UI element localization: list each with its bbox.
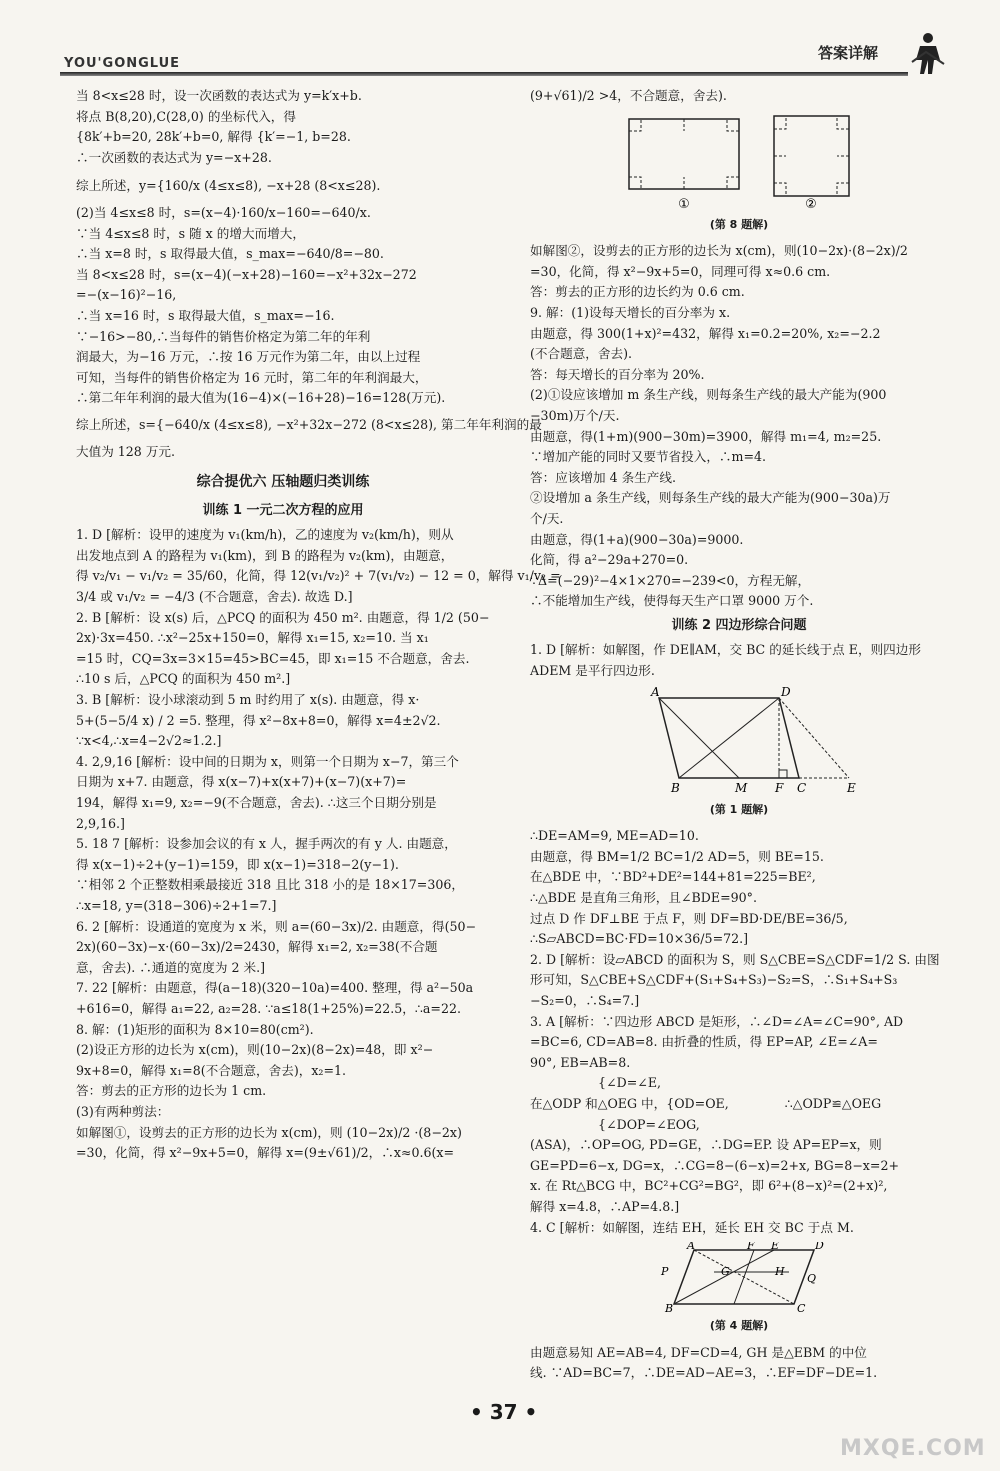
text-line: (2)①设应该增加 m 条生产线，则每条生产线的最大产能为(900 bbox=[530, 387, 887, 403]
text-line: 由题意，得(1+a)(900−30a)=9000. bbox=[530, 531, 744, 547]
answer-line: −S₂=0，∴S₄=7.] bbox=[530, 993, 640, 1008]
text-line: 化简，得 a²−29a+270=0. bbox=[530, 552, 689, 568]
text-line: ∴第二年年利润的最大值为(16−4)×(−16+28)−16=128(万元). bbox=[76, 390, 446, 406]
answer-line: 8. 解：(1)矩形的面积为 8×10=80(cm²). bbox=[76, 1021, 314, 1037]
answer-line: ∴10 s 后，△PCQ 的面积为 450 m².] bbox=[76, 671, 291, 687]
answer-line: {∠DOP=∠EOG, bbox=[530, 1116, 700, 1132]
answer-line: (3)有两种剪法： bbox=[76, 1103, 170, 1119]
answer-line: ∴S▱ABCD=BC·FD=10×36/5=72.] bbox=[530, 931, 749, 947]
point-label: M bbox=[735, 780, 748, 795]
answer-line: 出发地点到 A 的路程为 v₁(km)，到 B 的路程为 v₂(km)，由题意， bbox=[76, 547, 454, 563]
point-label: C bbox=[797, 780, 807, 795]
point-label: P bbox=[661, 1265, 669, 1279]
answer-line: 2x)(60−3x)−x·(60−3x)/2=2430，解得 x₁=2, x₂=38(不合题 bbox=[76, 939, 438, 955]
text-line: 由题意，得(1+m)(900−30m)=3900，解得 m₁=4, m₂=25. bbox=[530, 428, 882, 444]
page-number: • 37 • bbox=[470, 1400, 538, 1424]
point-label: E bbox=[771, 1242, 780, 1253]
text-line: 将点 B(8,20),C(28,0) 的坐标代入，得 bbox=[76, 108, 296, 124]
point-label: G bbox=[721, 1265, 730, 1279]
text-line: ∵Δ=(−29)²−4×1×270=−239<0，方程无解， bbox=[530, 572, 811, 588]
answer-line: ∴DE=AM=9, ME=AD=10. bbox=[530, 828, 699, 844]
answer-line: 2. D [解析：设▱ABCD 的面积为 S，则 S△CBE=S△CDF=1/2 S. 由图 bbox=[530, 951, 940, 967]
brand-logo-text: YOU'GONGLUE bbox=[64, 56, 181, 71]
watermark: MXQE.COM bbox=[840, 1436, 986, 1461]
point-label: F bbox=[747, 1242, 755, 1253]
text-line: 答：应该增加 4 条生产线. bbox=[530, 469, 676, 485]
answer-line: 3. B [解析：设小球滚动到 5 m 时约用了 x(s). 由题意，得 x· bbox=[76, 692, 420, 708]
text-line: −30m)万个/天. bbox=[530, 407, 620, 423]
subsection-title: 训练 2 四边形综合问题 bbox=[671, 617, 807, 633]
answer-line: 形可知，S△CBE+S△CDF+(S₁+S₄+S₃)−S₂=S，∴S₁+S₄+S₃ bbox=[530, 972, 898, 988]
figure-1-parallelogram-diagram bbox=[609, 686, 869, 796]
answer-line: ∵相邻 2 个正整数相乘最接近 318 且比 318 小的是 18×17=306， bbox=[76, 877, 464, 893]
point-label: B bbox=[665, 1302, 674, 1313]
answer-line: 2,9,16.] bbox=[76, 815, 125, 831]
answer-line: (ASA)，∴OP=OG, PD=GE，∴DG=EP. 设 AP=EP=x，则 bbox=[530, 1137, 882, 1153]
text-line: 个/天. bbox=[530, 510, 564, 526]
text-line: 如解图②，设剪去的正方形的边长为 x(cm)，则(10−2x)·(8−2x)/2 bbox=[530, 243, 908, 259]
header-rule bbox=[60, 72, 908, 76]
figure-4-parallelogram-diagram bbox=[639, 1242, 839, 1312]
answer-line: 2x)·3x=450. ∴x²−25x+150=0，解得 x₁=15, x₂=10. 当 x₁ bbox=[76, 630, 429, 646]
answer-line: 4. C [解析：如解图，连结 EH，延长 EH 交 BC 于点 M. bbox=[530, 1219, 854, 1235]
answer-line: 2. B [解析：设 x(s) 后，△PCQ 的面积为 450 m². 由题意，得 1/2 (50− bbox=[76, 609, 490, 625]
answer-line: (2)设正方形的边长为 x(cm)，则(10−2x)(8−2x)=48，即 x²− bbox=[76, 1042, 434, 1058]
text-line: 当 8<x≤28 时，s=(x−4)(−x+28)−160=−x²+32x−272 bbox=[76, 266, 417, 282]
answer-line: x. 在 Rt△BCG 中，BC²+CG²=BG²，即 6²+(8−x)²=(2+x)², bbox=[530, 1178, 888, 1194]
point-label: Q bbox=[807, 1272, 817, 1286]
text-line: (不合题意，舍去). bbox=[530, 346, 632, 362]
figure-caption: (第 1 题解) bbox=[709, 802, 769, 816]
answer-line: 过点 D 作 DF⊥BE 于点 F，则 DF=BD·DE/BE=36/5, bbox=[530, 910, 848, 926]
answer-line: 在△BDE 中，∵BD²+DE²=144+81=225=BE², bbox=[530, 869, 816, 885]
figure-label-2: ② bbox=[805, 196, 817, 211]
answer-line: 3. A [解析：∵四边形 ABCD 是矩形，∴∠D=∠A=∠C=90°, AD bbox=[530, 1013, 904, 1029]
answer-line: 由题意，得 BM=1/2 BC=1/2 AD=5，则 BE=15. bbox=[530, 848, 824, 864]
figure-caption: (第 4 题解) bbox=[709, 1319, 769, 1333]
point-label: F bbox=[775, 780, 784, 795]
text-line: 答：剪去的正方形的边长约为 0.6 cm. bbox=[530, 284, 745, 300]
point-label: D bbox=[815, 1242, 824, 1253]
point-label: C bbox=[797, 1302, 806, 1313]
answer-line: {∠D=∠E, bbox=[530, 1075, 662, 1091]
answer-line: =15 时，CQ=3x=3×15=45>BC=45，即 x₁=15 不合题意，舍去. bbox=[76, 650, 470, 666]
answer-line: 如解图①，设剪去的正方形的边长为 x(cm)，则 (10−2x)/2 ·(8−2x) bbox=[76, 1124, 462, 1140]
answer-line: 6. 2 [解析：设通道的宽度为 x 米，则 a=(60−3x)/2. 由题意，得(50− bbox=[76, 918, 477, 934]
answer-line: 90°, EB=AB=8. bbox=[530, 1054, 631, 1070]
answer-line: 1. D [解析：如解图，作 DE∥AM，交 BC 的延长线于点 E，则四边形 bbox=[530, 642, 921, 658]
right-column bbox=[530, 86, 948, 1384]
page-header bbox=[0, 0, 1000, 80]
text-line: ∵增加产能的同时又要节省投入，∴m=4. bbox=[530, 449, 767, 465]
header-title: 答案详解 bbox=[818, 44, 879, 62]
answer-line: 答：剪去的正方形的边长为 1 cm. bbox=[76, 1083, 267, 1099]
text-line: 9. 解：(1)设每天增长的百分率为 x. bbox=[530, 304, 731, 320]
text-line: 综上所述，y={160/x (4≤x≤8), −x+28 (8<x≤28). bbox=[76, 178, 381, 194]
answer-line: 线. ∵AD=BC=7，∴DE=AD−AE=3，∴EF=DF−DE=1. bbox=[530, 1365, 878, 1381]
figure-8-diagram bbox=[589, 111, 889, 211]
answer-line: =30，化简，得 x²−9x+5=0，解得 x=(9±√61)/2，∴x≈0.6(x= bbox=[76, 1145, 455, 1161]
point-label: D bbox=[781, 685, 791, 699]
section-title: 综合提优六 压轴题归类训练 bbox=[196, 474, 370, 491]
point-label: A bbox=[651, 685, 660, 699]
text-line: =−(x−16)²−16, bbox=[76, 287, 177, 303]
answer-line: ADEM 是平行四边形. bbox=[530, 663, 655, 679]
answer-line: 4. 2,9,16 [解析：设中间的日期为 x，则第一个日期为 x−7，第三个 bbox=[76, 753, 459, 769]
answer-line: 3/4 或 v₁/v₂ = −4/3 (不合题意，舍去). 故选 D.] bbox=[76, 589, 353, 605]
answer-line: 得 x(x−1)÷2+(y−1)=159，即 x(x−1)=318−2(y−1). bbox=[76, 856, 399, 872]
answer-line: 7. 22 [解析：由题意，得(a−18)(320−10a)=400. 整理，得 a²−50a bbox=[76, 980, 474, 996]
runner-figure-icon bbox=[908, 30, 948, 76]
text-line: 由题意，得 300(1+x)²=432，解得 x₁=0.2=20%, x₂=−2.2 bbox=[530, 325, 881, 341]
text-line: ∵当 4≤x≤8 时，s 随 x 的增大而增大， bbox=[76, 225, 305, 241]
text-line: ∴当 x=16 时，s 取得最大值，s_max=−16. bbox=[76, 307, 335, 323]
text-line: 综上所述，s={−640/x (4≤x≤8), −x²+32x−272 (8<x≤28), 第二年年利润的最 bbox=[76, 416, 542, 432]
answer-line: 在△ODP 和△OEG 中，{OD=OE, ∴△ODP≌△OEG bbox=[530, 1095, 882, 1111]
text-line: 润最大，为−16 万元，∴按 16 万元作为第二年，由以上过程 bbox=[76, 349, 421, 365]
answer-line: 5. 18 7 [解析：设参加会议的有 x 人，握手两次的有 y 人. 由题意， bbox=[76, 836, 457, 852]
answer-line: 意，舍去). ∴通道的宽度为 2 米.] bbox=[76, 959, 265, 975]
text-line: 当 8<x≤28 时，设一次函数的表达式为 y=k′x+b. bbox=[76, 88, 362, 103]
text-line: ②设增加 a 条生产线，则每条生产线的最大产能为(900−30a)万 bbox=[530, 490, 891, 506]
answer-line: 194，解得 x₁=9, x₂=−9(不合题意，舍去). ∴这三个日期分别是 bbox=[76, 795, 437, 810]
text-line: ∴不能增加生产线，使得每天生产口罩 9000 万个. bbox=[530, 593, 814, 609]
answer-line: 9x+8=0，解得 x₁=8(不合题意，舍去)，x₂=1. bbox=[76, 1062, 347, 1078]
answer-line: GE=PD=6−x, DG=x，∴CG=8−(6−x)=2+x, BG=8−x=2+ bbox=[530, 1157, 900, 1173]
text-line: (9+√61)/2 >4，不合题意，舍去). bbox=[530, 88, 727, 103]
text-line: 答：每天增长的百分率为 20%. bbox=[530, 366, 705, 382]
answer-line: ∴△BDE 是直角三角形，且∠BDE=90°. bbox=[530, 890, 757, 906]
text-line: ∴当 x=8 时，s 取得最大值，s_max=−640/8=−80. bbox=[76, 246, 384, 262]
answer-line: 得 v₂/v₁ − v₁/v₂ = 35/60，化简，得 12(v₁/v₂)² + 7(v₁/v₂) − 12 = 0，解得 v₁/v₂ = bbox=[76, 568, 561, 584]
point-label: H bbox=[775, 1265, 785, 1279]
text-line: 大值为 128 万元. bbox=[76, 443, 176, 459]
text-line: {8k′+b=20, 28k′+b=0, 解得 {k′=−1, b=28. bbox=[76, 129, 351, 145]
text-line: 可知，当每件的销售价格定为 16 元时，第二年的年利润最大， bbox=[76, 369, 428, 385]
point-label: A bbox=[687, 1242, 695, 1253]
answer-line: 1. D [解析：设甲的速度为 v₁(km/h)，乙的速度为 v₂(km/h)，则从 bbox=[76, 527, 454, 543]
answer-line: ∵x<4,∴x=4−2√2≈1.2.] bbox=[76, 733, 222, 749]
answer-line: ∴x=18, y=(318−306)÷2+1=7.] bbox=[76, 897, 277, 913]
text-line: ∴一次函数的表达式为 y=−x+28. bbox=[76, 149, 272, 165]
answer-line: 解得 x=4.8，∴AP=4.8.] bbox=[530, 1198, 680, 1214]
answer-line: 由题意易知 AE=AB=4, DF=CD=4, GH 是△EBM 的中位 bbox=[530, 1344, 867, 1360]
answer-line: =BC=6, CD=AB=8. 由折叠的性质，得 EP=AP, ∠E=∠A= bbox=[530, 1034, 878, 1050]
point-label: B bbox=[671, 780, 680, 795]
figure-label-1: ① bbox=[678, 196, 690, 211]
answer-line: +616=0，解得 a₁=22, a₂=28. ∵a≤18(1+25%)=22.5，∴a=22. bbox=[76, 1000, 461, 1016]
text-line: ∵−16>−80,∴当每件的销售价格定为第二年的年利 bbox=[76, 328, 371, 344]
answer-line: 5+(5−5/4 x) / 2 =5. 整理，得 x²−8x+8=0，解得 x=4±2√2. bbox=[76, 712, 441, 728]
point-label: E bbox=[847, 780, 856, 795]
figure-caption: (第 8 题解) bbox=[709, 217, 769, 231]
subsection-title: 训练 1 一元二次方程的应用 bbox=[202, 502, 364, 518]
text-line: (2)当 4≤x≤8 时，s=(x−4)·160/x−160=−640/x. bbox=[76, 204, 371, 220]
text-line: =30，化简，得 x²−9x+5=0，同理可得 x≈0.6 cm. bbox=[530, 263, 831, 279]
answer-line: 日期为 x+7. 由题意，得 x(x−7)+x(x+7)+(x−7)(x+7)= bbox=[76, 774, 407, 790]
